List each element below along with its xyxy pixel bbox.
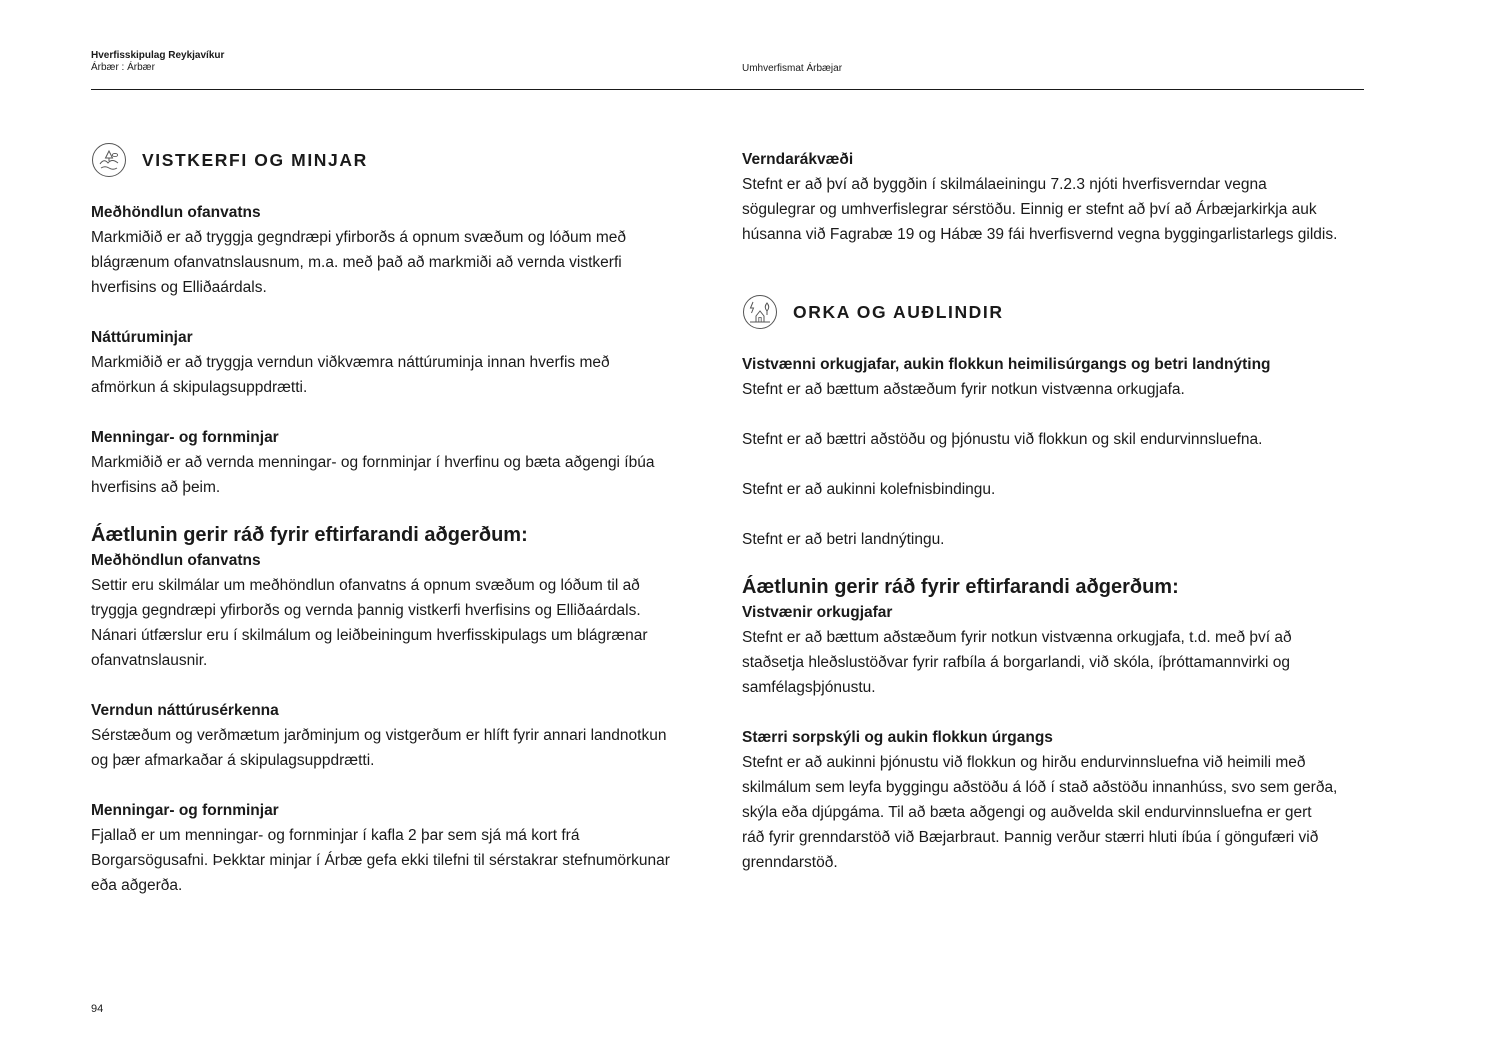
paragraph-line: skilmálum sem leyfa byggingu aðstöðu á lóð í stað aðstöðu innanhúss, svo sem gerða, — [742, 779, 1338, 796]
paragraph-line: Markmiðið er að tryggja gegndræpi yfirborðs á opnum svæðum og lóðum með — [91, 229, 626, 246]
paragraph-line: ráð fyrir grenndarstöð við Bæjarbraut. Þannig verður stærri hluti íbúa í göngufæri við — [742, 829, 1319, 846]
section-title: VISTKERFI OG MINJAR — [142, 149, 368, 170]
action-heading: Stærri sorpskýli og aukin flokkun úrgangs — [742, 729, 1053, 746]
protection-heading: Verndarákvæði — [742, 151, 854, 168]
action-block — [742, 600, 1362, 700]
goal-heading: Menningar- og fornminjar — [91, 429, 279, 446]
goal-block — [91, 425, 711, 500]
paragraph-line: afmörkun á skipulagsuppdrætti. — [91, 379, 308, 396]
paragraph-line: hverfisins að þeim. — [91, 479, 221, 496]
paragraph-line: staðsetja hleðslustöðvar fyrir rafbíla á borgarlandi, við skóla, íþróttamannvirki og — [742, 654, 1290, 671]
action-block — [91, 548, 711, 673]
paragraph-line: Stefnt er að því að byggðin í skilmálaeiningu 7.2.3 njóti hverfisverndar vegna — [742, 176, 1267, 193]
paragraph-line: Stefnt er að aukinni þjónustu við flokkun og hirðu endurvinnsluefna við heimili með — [742, 754, 1306, 771]
protection-block — [742, 147, 1362, 247]
paragraph-line: Settir eru skilmálar um meðhöndlun ofanvatns á opnum svæðum og lóðum til að — [91, 577, 640, 594]
running-header — [91, 50, 224, 74]
paragraph-line: ofanvatnslausnir. — [91, 652, 208, 669]
paragraph-line: hverfisins og Elliðaárdals. — [91, 279, 267, 296]
action-block — [91, 798, 711, 898]
page-number: 94 — [91, 1003, 104, 1015]
document-subtitle: Árbær : Árbær — [91, 62, 155, 73]
action-heading: Meðhöndlun ofanvatns — [91, 552, 261, 569]
chapter-header: Umhverfismat Árbæjar — [742, 63, 843, 74]
paragraph-line: Stefnt er að bættum aðstæðum fyrir notkun vistvænna orkugjafa, t.d. með því að — [742, 629, 1292, 646]
left-column — [91, 140, 711, 923]
action-heading: Menningar- og fornminjar — [91, 802, 279, 819]
goal-block — [91, 200, 711, 300]
goals-heading: Vistvænni orkugjafar, aukin flokkun heimilisúrgangs og betri landnýting — [742, 356, 1271, 373]
energy-icon — [742, 294, 778, 330]
goal-paragraph: Stefnt er að betri landnýtingu. — [742, 531, 945, 548]
header-divider — [91, 89, 1364, 90]
paragraph-line: skýla eða djúpgáma. Til að bæta aðgengi og auðvelda skil endurvinnsluefna er gert — [742, 804, 1312, 821]
actions-heading: Áætlunin gerir ráð fyrir eftirfarandi aðgerðum: — [742, 576, 1179, 598]
document-title: Hverfisskipulag Reykjavíkur — [91, 50, 225, 61]
goal-paragraph: Stefnt er að bættri aðstöðu og þjónustu við flokkun og skil endurvinnsluefna. — [742, 431, 1263, 448]
section-heading-ecosystem — [91, 140, 711, 180]
paragraph-line: Fjallað er um menningar- og fornminjar í kafla 2 þar sem sjá má kort frá — [91, 827, 580, 844]
goal-block — [91, 325, 711, 400]
section-title: ORKA OG AUÐLINDIR — [793, 301, 1004, 322]
paragraph-line: eða aðgerða. — [91, 877, 183, 894]
paragraph-line: grenndarstöð. — [742, 854, 838, 871]
goal-heading: Náttúruminjar — [91, 329, 193, 346]
action-block — [742, 725, 1362, 875]
paragraph-line: Markmiðið er að tryggja verndun viðkvæmra náttúruminja innan hverfis með — [91, 354, 610, 371]
paragraph-line: húsanna við Fagrabæ 19 og Hábæ 39 fái hverfisvernd vegna byggingarlistarlegs gildis. — [742, 226, 1338, 243]
paragraph-line: tryggja gegndræpi yfirborðs og vernda þannig vistkerfi hverfisins og Elliðaárdals. — [91, 602, 641, 619]
paragraph-line: Nánari útfærslur eru í skilmálum og leiðbeiningum hverfisskipulags um blágrænar — [91, 627, 648, 644]
paragraph-line: sögulegrar og umhverfislegrar sérstöðu. Einnig er stefnt að því að Árbæjarkirkja auk — [742, 201, 1317, 218]
paragraph-line: og þær afmarkaðar á skipulagsuppdrætti. — [91, 752, 375, 769]
paragraph-line: blágrænum ofanvatnslausnum, m.a. með það að markmiði að vernda vistkerfi — [91, 254, 622, 271]
paragraph-line: samfélagsþjónustu. — [742, 679, 876, 696]
goal-paragraph: Stefnt er að aukinni kolefnisbindingu. — [742, 481, 996, 498]
action-heading: Verndun náttúrusérkenna — [91, 702, 279, 719]
action-heading: Vistvænir orkugjafar — [742, 604, 893, 621]
action-block — [91, 698, 711, 773]
goal-heading: Meðhöndlun ofanvatns — [91, 204, 261, 221]
right-column — [742, 147, 1362, 900]
paragraph-line: Borgarsögusafni. Þekktar minjar í Árbæ gefa ekki tilefni til sérstakrar stefnumörkunar — [91, 852, 670, 869]
paragraph-line: Sérstæðum og verðmætum jarðminjum og vistgerðum er hlíft fyrir annari landnotkun — [91, 727, 667, 744]
actions-heading: Áætlunin gerir ráð fyrir eftirfarandi aðgerðum: — [91, 524, 528, 546]
section-heading-energy — [742, 292, 1362, 332]
goal-paragraph: Stefnt er að bættum aðstæðum fyrir notkun vistvænna orkugjafa. — [742, 381, 1185, 398]
ecosystem-icon — [91, 142, 127, 178]
paragraph-line: Markmiðið er að vernda menningar- og fornminjar í hverfinu og bæta aðgengi íbúa — [91, 454, 655, 471]
